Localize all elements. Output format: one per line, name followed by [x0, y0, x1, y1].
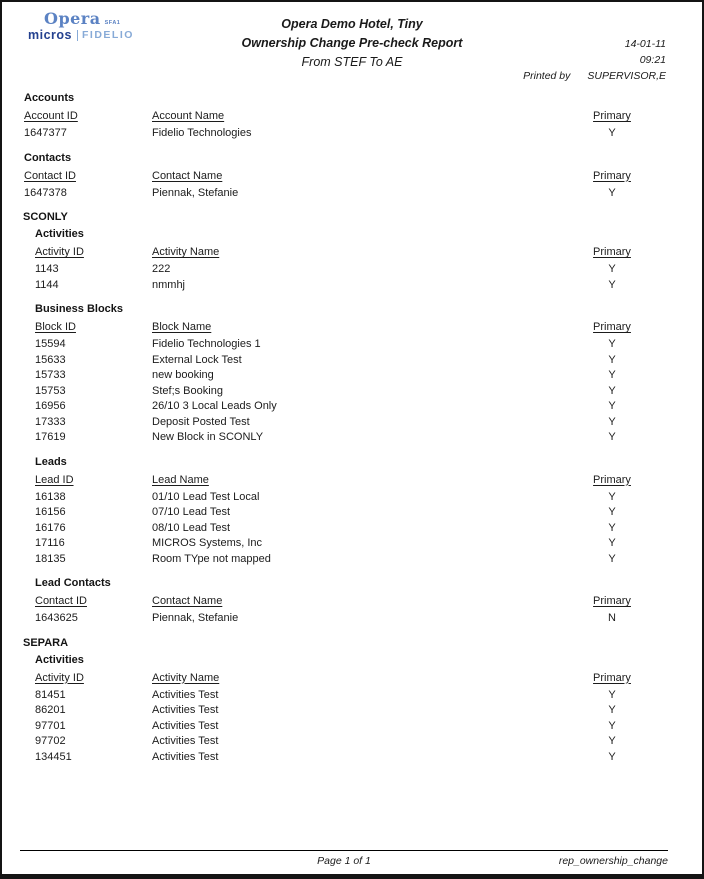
- column-header-name: Block Name: [152, 321, 212, 333]
- column-header-name: Lead Name: [152, 473, 209, 486]
- column-header-id: Activity ID: [35, 671, 84, 684]
- cell-name: Fidelio Technologies: [152, 127, 252, 139]
- column-header-id: Block ID: [35, 321, 76, 333]
- cell-name: Activities Test: [152, 688, 219, 701]
- cell-name: new booking: [152, 369, 214, 381]
- column-header-primary: Primary: [593, 246, 631, 258]
- hotel-name: Opera Demo Hotel, Tiny: [281, 17, 423, 31]
- cell-id: 1643625: [35, 612, 78, 624]
- cell-primary: Y: [608, 735, 616, 747]
- column-header-name: Account Name: [152, 110, 225, 122]
- cell-primary: Y: [608, 688, 616, 701]
- column-header-primary: Primary: [593, 321, 631, 333]
- cell-name: Piennak, Stefanie: [152, 186, 239, 199]
- opera-edition-label: SFA1: [104, 19, 121, 26]
- report-id: rep_ownership_change: [558, 855, 668, 867]
- table-row: [35, 734, 642, 750]
- section-lead-contacts: [2, 577, 702, 627]
- section-title: Accounts: [24, 92, 75, 104]
- cell-name: Activities Test: [152, 719, 219, 732]
- table-row: [35, 611, 642, 627]
- cell-primary: Y: [608, 719, 616, 732]
- column-header-row: [35, 594, 642, 611]
- section-title: Leads: [35, 455, 67, 468]
- column-header-primary: Primary: [593, 473, 631, 486]
- cell-primary: Y: [608, 127, 616, 139]
- cell-primary: Y: [608, 750, 616, 763]
- column-header-row: [35, 671, 642, 688]
- table-row: [35, 337, 642, 353]
- column-header-name: Contact Name: [152, 595, 223, 607]
- cell-name: nmmhj: [152, 278, 186, 291]
- cell-id: 97702: [35, 735, 66, 747]
- section-activities: [2, 654, 702, 766]
- cell-name: Piennak, Stefanie: [152, 612, 239, 624]
- fidelio-logo-text: FIDELIO: [82, 29, 134, 41]
- table-row: [35, 750, 642, 766]
- cell-name: Activities Test: [152, 704, 219, 716]
- cell-id: 16156: [35, 506, 66, 518]
- column-header-id: Contact ID: [35, 595, 87, 607]
- column-header-row: [24, 169, 642, 186]
- cell-id: 1144: [35, 278, 59, 291]
- report-header: [2, 2, 702, 90]
- table-row: [35, 384, 642, 400]
- column-header-name: Contact Name: [152, 169, 223, 182]
- cell-name: Fidelio Technologies 1: [152, 338, 261, 350]
- printed-by-user: SUPERVISOR,E: [587, 70, 666, 82]
- section-contacts: [2, 152, 702, 202]
- cell-primary: Y: [608, 552, 616, 565]
- table-row: [35, 719, 642, 735]
- cell-name: Deposit Posted Test: [152, 415, 250, 428]
- column-header-id: Activity ID: [35, 246, 84, 258]
- logo-divider: [77, 30, 78, 41]
- cell-primary: Y: [608, 400, 616, 412]
- cell-primary: Y: [608, 384, 616, 397]
- table-row: [24, 186, 642, 202]
- table-row: [35, 430, 642, 446]
- cell-id: 81451: [35, 688, 66, 701]
- column-header-row: [24, 109, 642, 126]
- opera-logo-text: Opera: [44, 9, 101, 28]
- micros-logo-text: micros: [28, 28, 72, 42]
- cell-name: External Lock Test: [152, 353, 242, 366]
- section-activities: [2, 228, 702, 293]
- column-header-primary: Primary: [593, 671, 631, 684]
- cell-id: 17333: [35, 415, 66, 428]
- cell-primary: Y: [608, 369, 616, 381]
- opera-micros-fidelio-logo: [28, 11, 134, 42]
- column-header-row: [35, 320, 642, 337]
- cell-name: New Block in SCONLY: [152, 431, 264, 443]
- section-title: Activities: [35, 653, 84, 666]
- table-row: [35, 703, 642, 719]
- report-body: [2, 90, 702, 765]
- table-row: [35, 490, 642, 506]
- column-header-id: Account ID: [24, 110, 78, 122]
- table-row: [35, 536, 642, 552]
- table-row: [35, 353, 642, 369]
- cell-name: Activities Test: [152, 750, 219, 763]
- column-header-primary: Primary: [593, 595, 631, 607]
- table-row: [35, 688, 642, 704]
- cell-primary: Y: [608, 353, 616, 366]
- cell-name: Activities Test: [152, 735, 219, 747]
- cell-name: 08/10 Lead Test: [152, 521, 231, 534]
- section-title: Lead Contacts: [35, 577, 111, 589]
- table-row: [35, 552, 642, 568]
- section-leads: [2, 456, 702, 568]
- cell-primary: Y: [608, 278, 616, 291]
- cell-primary: Y: [608, 415, 616, 428]
- column-header-id: Contact ID: [24, 169, 76, 182]
- report-subtitle: From STEF To AE: [301, 55, 403, 69]
- cell-id: 18135: [35, 552, 66, 565]
- cell-id: 15753: [35, 384, 66, 397]
- cell-primary: Y: [608, 506, 616, 518]
- cell-name: Stef;s Booking: [152, 384, 223, 397]
- column-header-row: [35, 473, 642, 490]
- cell-id: 16956: [35, 400, 66, 412]
- cell-id: 1647378: [24, 186, 67, 199]
- table-row: [35, 505, 642, 521]
- cell-primary: Y: [608, 490, 616, 503]
- cell-id: 1143: [35, 263, 59, 275]
- cell-id: 17619: [35, 431, 66, 443]
- cell-id: 15633: [35, 353, 66, 366]
- cell-primary: Y: [608, 704, 616, 716]
- group-separa: [2, 637, 702, 766]
- cell-primary: N: [608, 612, 616, 624]
- section-title: Activities: [35, 228, 84, 240]
- section-title: Contacts: [24, 151, 72, 164]
- cell-id: 134451: [35, 750, 72, 763]
- column-header-primary: Primary: [593, 110, 631, 122]
- cell-primary: Y: [608, 537, 616, 549]
- section-title: Business Blocks: [35, 303, 124, 315]
- print-date: 14-01-11: [624, 38, 666, 50]
- print-time: 09:21: [639, 53, 666, 66]
- print-meta-block: [523, 37, 666, 85]
- cell-name: Room TYpe not mapped: [152, 552, 271, 565]
- printed-by-label: Printed by: [523, 70, 571, 82]
- group-title: SCONLY: [23, 211, 68, 223]
- report-title: Ownership Change Pre-check Report: [241, 36, 463, 50]
- cell-name: MICROS Systems, Inc: [152, 537, 263, 549]
- cell-name: 01/10 Lead Test Local: [152, 490, 260, 503]
- cell-id: 16138: [35, 490, 66, 503]
- cell-primary: Y: [608, 263, 616, 275]
- cell-id: 97701: [35, 719, 66, 732]
- cell-id: 86201: [35, 704, 66, 716]
- cell-id: 17116: [35, 537, 65, 549]
- cell-name: 222: [152, 263, 171, 275]
- cell-name: 26/10 3 Local Leads Only: [152, 400, 277, 412]
- cell-primary: Y: [608, 521, 616, 534]
- report-footer: [20, 850, 668, 868]
- column-header-primary: Primary: [593, 169, 631, 182]
- cell-name: 07/10 Lead Test: [152, 506, 231, 518]
- printed-by-row: [523, 68, 666, 85]
- micros-fidelio-wordmark: [28, 29, 134, 42]
- table-row: [35, 368, 642, 384]
- column-header-id: Lead ID: [35, 473, 74, 486]
- column-header-name: Activity Name: [152, 246, 220, 258]
- cell-id: 16176: [35, 521, 66, 534]
- opera-wordmark: [28, 11, 134, 27]
- page-number: Page 1 of 1: [317, 855, 371, 867]
- cell-primary: Y: [608, 431, 616, 443]
- table-row: [35, 415, 642, 431]
- column-header-row: [35, 245, 642, 262]
- section-business-blocks: [2, 303, 702, 446]
- column-header-name: Activity Name: [152, 671, 220, 684]
- cell-primary: Y: [608, 338, 616, 350]
- table-row: [35, 399, 642, 415]
- cell-id: 1647377: [24, 127, 67, 139]
- table-row: [35, 262, 642, 278]
- cell-id: 15733: [35, 369, 66, 381]
- table-row: [24, 126, 642, 142]
- group-sconly: [2, 211, 702, 627]
- group-title: SEPARA: [23, 636, 69, 649]
- cell-primary: Y: [608, 186, 616, 199]
- table-row: [35, 278, 642, 294]
- cell-id: 15594: [35, 338, 66, 350]
- section-accounts: [2, 92, 702, 142]
- table-row: [35, 521, 642, 537]
